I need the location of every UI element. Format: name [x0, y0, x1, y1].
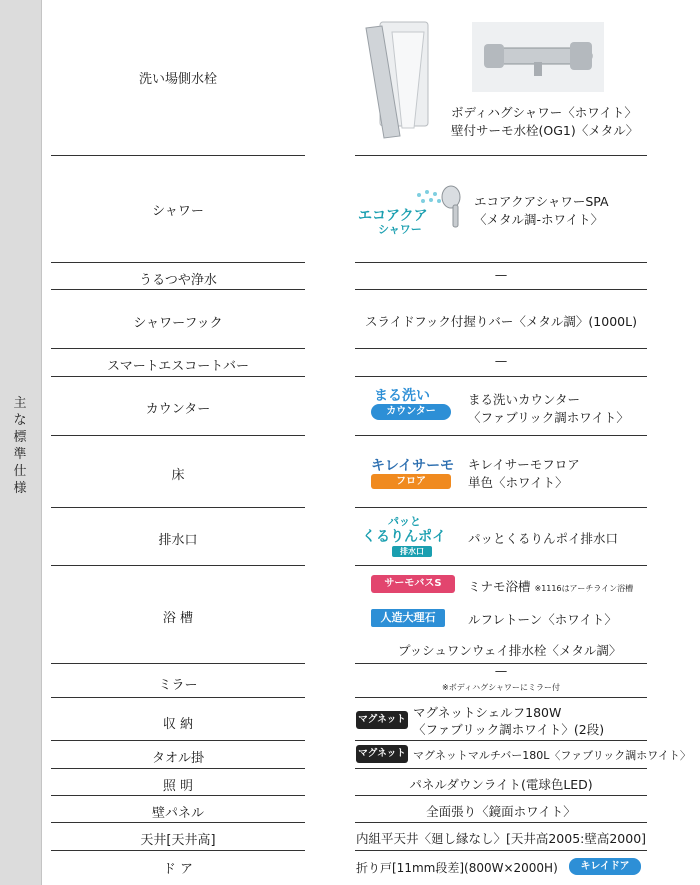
- row-label: 浴 槽: [162, 611, 194, 626]
- shower-line-1: エコアクアシャワーSPA: [474, 194, 609, 209]
- divider: [355, 289, 647, 290]
- faucet-line-1: ボディハグシャワー〈ホワイト〉: [451, 105, 637, 120]
- divider: [51, 795, 305, 796]
- sidebar-label: 主な標準仕様: [13, 396, 27, 496]
- divider: [51, 850, 305, 851]
- row-value: スライドフック付握りバー〈メタル調〉(1000L): [365, 314, 637, 329]
- divider: [355, 795, 647, 796]
- maru-arai-logo: まる洗い: [374, 388, 430, 404]
- bathtub-note: ※1116はアーチライン浴槽: [534, 584, 634, 593]
- counter-logo-badge: カウンター: [371, 404, 451, 420]
- row-value: 全面張り〈鏡面ホワイト〉: [426, 804, 576, 819]
- thermo-bath-badge: サーモバスS: [371, 575, 455, 593]
- divider: [51, 289, 305, 290]
- row-label: うるつや浄水: [139, 273, 217, 288]
- row-label: 洗い場側水栓: [138, 72, 217, 87]
- kirei-thermo-logo: キレイサーモ: [371, 458, 455, 474]
- sidebar: [0, 0, 42, 885]
- row-label: スマートエスコートバー: [107, 359, 249, 374]
- divider: [355, 435, 647, 436]
- row-value: 内組平天井〈廻し縁なし〉[天井高2005:壁高2000]: [355, 831, 647, 846]
- row-label: タオル掛: [151, 751, 204, 766]
- row-value: マグネットマルチバー180L〈ファブリック調ホワイト〉: [413, 749, 691, 762]
- divider: [355, 740, 647, 741]
- mirror-note: ※ボディハグシャワーにミラー付: [442, 683, 560, 692]
- counter-line-1: まる洗いカウンター: [468, 392, 581, 407]
- divider: [51, 435, 305, 436]
- divider: [355, 697, 647, 698]
- bathtub-line-2: ルフレトーン〈ホワイト〉: [468, 612, 617, 627]
- divider: [355, 768, 647, 769]
- floor-logo-badge: フロア: [371, 474, 451, 489]
- thermo-faucet-image: [472, 22, 604, 92]
- divider: [51, 663, 305, 664]
- patto-logo: パッと: [388, 515, 421, 528]
- storage-line-2: 〈ファブリック調ホワイト〉(2段): [413, 722, 605, 737]
- kururin-poi-logo: くるりんポイ: [362, 529, 446, 545]
- row-value: パネルダウンライト(電球色LED): [409, 777, 593, 792]
- divider: [51, 822, 305, 823]
- divider: [355, 348, 647, 349]
- floor-line-2: 単色〈ホワイト〉: [468, 475, 568, 490]
- divider: [51, 262, 305, 263]
- drain-logo-badge: 排水口: [392, 546, 432, 557]
- bathtub-name: ミナモ浴槽: [468, 579, 531, 594]
- eco-aqua-logo-sub: シャワー: [378, 223, 422, 236]
- storage-line-1: マグネットシェルフ180W: [413, 705, 562, 720]
- row-value: —: [494, 267, 508, 282]
- divider: [51, 565, 305, 566]
- magnet-badge: マグネット: [356, 711, 408, 729]
- row-label: 排水口: [158, 533, 198, 548]
- magnet-badge: マグネット: [356, 745, 408, 763]
- divider: [51, 507, 305, 508]
- row-value: —: [494, 663, 508, 678]
- row-value: —: [494, 353, 508, 368]
- eco-aqua-logo-text: エコアクア: [358, 208, 428, 224]
- row-label: カウンター: [145, 402, 211, 417]
- divider: [51, 376, 305, 377]
- row-label: ミラー: [158, 678, 198, 693]
- divider: [355, 822, 647, 823]
- divider: [355, 507, 647, 508]
- artificial-marble-badge: 人造大理石: [371, 609, 445, 627]
- divider: [51, 740, 305, 741]
- divider: [355, 850, 647, 851]
- row-value: パッとくるりんポイ排水口: [468, 531, 619, 546]
- divider: [51, 155, 305, 156]
- row-value: 折り戸[11mm段差](800W×2000H): [356, 861, 558, 875]
- row-label: シャワー: [152, 204, 204, 219]
- row-label: 床: [171, 468, 185, 483]
- divider: [355, 376, 647, 377]
- counter-line-2: 〈ファブリック調ホワイト〉: [468, 410, 629, 425]
- bathtub-line-1: [468, 577, 633, 595]
- row-label: 照 明: [162, 779, 194, 794]
- row-label: シャワーフック: [133, 316, 223, 331]
- row-label: ド ア: [162, 862, 194, 877]
- divider: [355, 565, 647, 566]
- divider: [355, 155, 647, 156]
- shower-line-2: 〈メタル調-ホワイト〉: [474, 212, 604, 227]
- floor-line-1: キレイサーモフロア: [468, 457, 580, 472]
- faucet-line-2: 壁付サーモ水栓(OG1)〈メタル〉: [451, 123, 639, 138]
- body-hug-shower-image: [362, 18, 434, 142]
- divider: [51, 768, 305, 769]
- divider: [355, 262, 647, 263]
- row-label: 壁パネル: [151, 806, 204, 821]
- row-label: 収 納: [162, 717, 194, 732]
- bathtub-line-3: プッシュワンウェイ排水栓〈メタル調〉: [398, 643, 622, 658]
- divider: [51, 348, 305, 349]
- kirei-door-logo: キレイドア: [569, 858, 641, 875]
- row-label: 天井[天井高]: [140, 833, 216, 848]
- divider: [51, 697, 305, 698]
